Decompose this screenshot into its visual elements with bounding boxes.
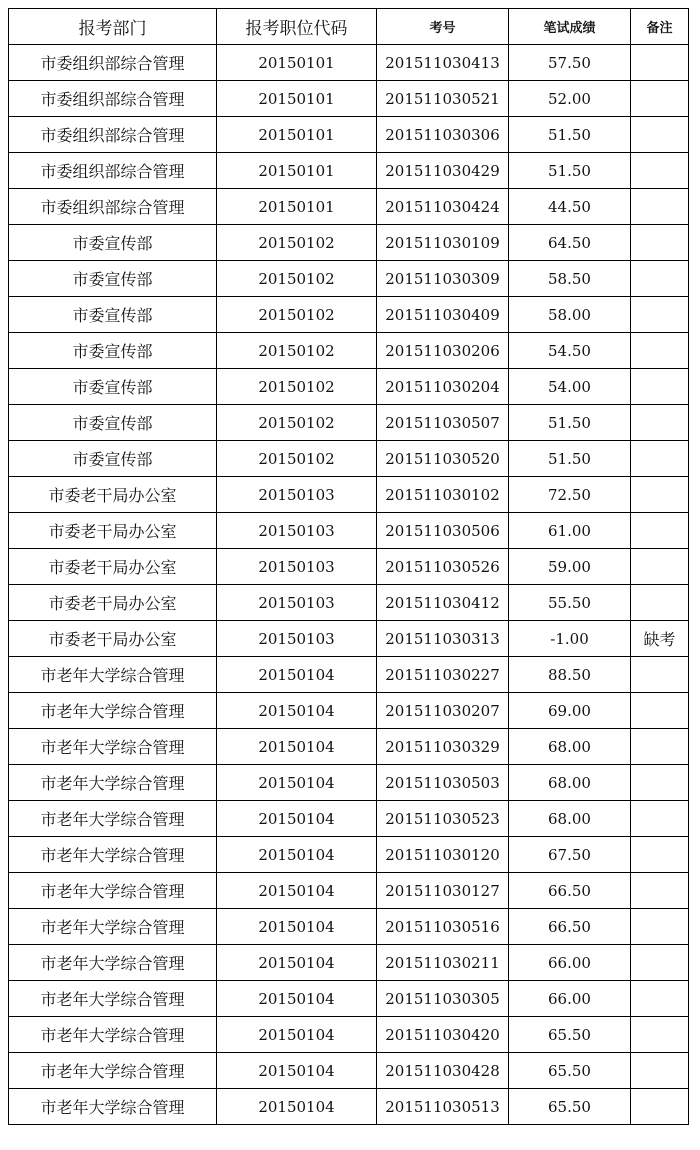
cell-written-score: 88.50 [509,657,631,693]
cell-note [631,909,689,945]
cell-exam-number: 201511030309 [377,261,509,297]
cell-position-code: 20150103 [217,621,377,657]
cell-note [631,765,689,801]
cell-exam-number: 201511030520 [377,441,509,477]
cell-dept: 市委宣传部 [9,405,217,441]
cell-dept: 市委宣传部 [9,369,217,405]
cell-written-score: 68.00 [509,729,631,765]
cell-written-score: 72.50 [509,477,631,513]
cell-written-score: 51.50 [509,153,631,189]
table-row [9,1089,689,1125]
table-row [9,369,689,405]
table-row [9,549,689,585]
cell-exam-number: 201511030102 [377,477,509,513]
cell-exam-number: 201511030523 [377,801,509,837]
cell-written-score: 66.50 [509,909,631,945]
cell-dept: 市委老干局办公室 [9,621,217,657]
cell-written-score: 66.00 [509,981,631,1017]
cell-position-code: 20150103 [217,585,377,621]
cell-exam-number: 201511030412 [377,585,509,621]
header-exam-number: 考号 [377,9,509,45]
cell-dept: 市委宣传部 [9,297,217,333]
table-row [9,153,689,189]
cell-written-score: 64.50 [509,225,631,261]
cell-position-code: 20150104 [217,909,377,945]
cell-position-code: 20150104 [217,873,377,909]
table-row [9,729,689,765]
cell-note [631,405,689,441]
cell-exam-number: 201511030206 [377,333,509,369]
cell-written-score: 54.50 [509,333,631,369]
cell-written-score: 57.50 [509,45,631,81]
cell-note [631,549,689,585]
cell-written-score: 65.50 [509,1053,631,1089]
cell-position-code: 20150101 [217,45,377,81]
cell-note [631,297,689,333]
cell-note [631,837,689,873]
cell-written-score: 51.50 [509,441,631,477]
cell-dept: 市老年大学综合管理 [9,729,217,765]
cell-written-score: 59.00 [509,549,631,585]
cell-position-code: 20150104 [217,765,377,801]
cell-written-score: 66.50 [509,873,631,909]
cell-dept: 市老年大学综合管理 [9,873,217,909]
table-row [9,837,689,873]
cell-dept: 市委组织部综合管理 [9,45,217,81]
cell-dept: 市老年大学综合管理 [9,909,217,945]
table-row [9,45,689,81]
cell-note [631,333,689,369]
table-row [9,657,689,693]
cell-written-score: 55.50 [509,585,631,621]
cell-dept: 市委组织部综合管理 [9,117,217,153]
cell-position-code: 20150104 [217,1053,377,1089]
table-row [9,261,689,297]
header-position-code: 报考职位代码 [217,9,377,45]
cell-note [631,981,689,1017]
cell-note [631,81,689,117]
cell-note [631,801,689,837]
cell-note [631,1017,689,1053]
cell-position-code: 20150102 [217,405,377,441]
cell-written-score: 52.00 [509,81,631,117]
table-row [9,981,689,1017]
cell-exam-number: 201511030329 [377,729,509,765]
cell-written-score: 65.50 [509,1089,631,1125]
cell-dept: 市老年大学综合管理 [9,837,217,873]
cell-exam-number: 201511030516 [377,909,509,945]
cell-written-score: 58.50 [509,261,631,297]
cell-exam-number: 201511030313 [377,621,509,657]
table-row [9,333,689,369]
cell-exam-number: 201511030428 [377,1053,509,1089]
table-row [9,441,689,477]
cell-written-score: 68.00 [509,801,631,837]
cell-written-score: 66.00 [509,945,631,981]
cell-dept: 市老年大学综合管理 [9,693,217,729]
cell-dept: 市老年大学综合管理 [9,945,217,981]
table-row [9,621,689,657]
cell-position-code: 20150102 [217,297,377,333]
cell-dept: 市老年大学综合管理 [9,1017,217,1053]
cell-position-code: 20150104 [217,801,377,837]
table-row [9,189,689,225]
cell-note [631,729,689,765]
cell-note [631,873,689,909]
cell-exam-number: 201511030521 [377,81,509,117]
table-body [9,45,689,1125]
cell-written-score: 67.50 [509,837,631,873]
table-row [9,513,689,549]
cell-position-code: 20150103 [217,549,377,585]
cell-exam-number: 201511030120 [377,837,509,873]
cell-dept: 市委老干局办公室 [9,513,217,549]
cell-position-code: 20150102 [217,225,377,261]
cell-exam-number: 201511030424 [377,189,509,225]
cell-exam-number: 201511030420 [377,1017,509,1053]
cell-written-score: 69.00 [509,693,631,729]
table-row [9,1053,689,1089]
table-row [9,873,689,909]
table-row [9,297,689,333]
cell-written-score: 58.00 [509,297,631,333]
table-row [9,1017,689,1053]
cell-position-code: 20150104 [217,1089,377,1125]
cell-dept: 市委老干局办公室 [9,585,217,621]
cell-exam-number: 201511030305 [377,981,509,1017]
cell-note [631,477,689,513]
cell-note [631,225,689,261]
cell-written-score: -1.00 [509,621,631,657]
table-row [9,945,689,981]
cell-note [631,1053,689,1089]
cell-note [631,45,689,81]
cell-exam-number: 201511030507 [377,405,509,441]
cell-dept: 市委老干局办公室 [9,549,217,585]
cell-position-code: 20150102 [217,441,377,477]
cell-dept: 市委老干局办公室 [9,477,217,513]
table-row [9,909,689,945]
cell-dept: 市委宣传部 [9,333,217,369]
cell-position-code: 20150101 [217,189,377,225]
cell-dept: 市老年大学综合管理 [9,1089,217,1125]
cell-exam-number: 201511030109 [377,225,509,261]
cell-exam-number: 201511030506 [377,513,509,549]
cell-exam-number: 201511030413 [377,45,509,81]
cell-dept: 市委宣传部 [9,441,217,477]
cell-note [631,189,689,225]
cell-note [631,693,689,729]
cell-position-code: 20150103 [217,513,377,549]
score-sheet [8,8,688,1125]
cell-written-score: 68.00 [509,765,631,801]
cell-written-score: 65.50 [509,1017,631,1053]
cell-note [631,441,689,477]
header-note: 备注 [631,9,689,45]
cell-position-code: 20150104 [217,657,377,693]
cell-exam-number: 201511030227 [377,657,509,693]
cell-dept: 市老年大学综合管理 [9,801,217,837]
cell-note [631,1089,689,1125]
exam-score-table [8,8,689,1125]
cell-position-code: 20150102 [217,333,377,369]
cell-exam-number: 201511030207 [377,693,509,729]
cell-note [631,153,689,189]
header-dept: 报考部门 [9,9,217,45]
header-written-score: 笔试成绩 [509,9,631,45]
cell-note [631,369,689,405]
table-row [9,117,689,153]
cell-position-code: 20150104 [217,981,377,1017]
cell-exam-number: 201511030503 [377,765,509,801]
cell-note [631,945,689,981]
cell-note [631,117,689,153]
header-row [9,9,689,45]
cell-exam-number: 201511030429 [377,153,509,189]
cell-written-score: 61.00 [509,513,631,549]
cell-dept: 市委宣传部 [9,225,217,261]
table-row [9,801,689,837]
cell-position-code: 20150102 [217,369,377,405]
cell-dept: 市委组织部综合管理 [9,81,217,117]
table-row [9,477,689,513]
cell-position-code: 20150101 [217,81,377,117]
cell-position-code: 20150104 [217,837,377,873]
table-row [9,81,689,117]
cell-written-score: 51.50 [509,117,631,153]
cell-position-code: 20150104 [217,945,377,981]
cell-position-code: 20150104 [217,1017,377,1053]
cell-dept: 市委组织部综合管理 [9,153,217,189]
cell-note: 缺考 [631,621,689,657]
cell-note [631,261,689,297]
cell-position-code: 20150104 [217,729,377,765]
cell-position-code: 20150104 [217,693,377,729]
cell-exam-number: 201511030211 [377,945,509,981]
cell-note [631,585,689,621]
table-row [9,765,689,801]
table-row [9,693,689,729]
cell-exam-number: 201511030513 [377,1089,509,1125]
cell-dept: 市老年大学综合管理 [9,981,217,1017]
cell-written-score: 44.50 [509,189,631,225]
cell-note [631,657,689,693]
cell-written-score: 51.50 [509,405,631,441]
table-row [9,225,689,261]
table-row [9,405,689,441]
cell-exam-number: 201511030306 [377,117,509,153]
cell-position-code: 20150103 [217,477,377,513]
cell-position-code: 20150101 [217,117,377,153]
cell-written-score: 54.00 [509,369,631,405]
table-header [9,9,689,45]
cell-position-code: 20150101 [217,153,377,189]
cell-dept: 市委组织部综合管理 [9,189,217,225]
cell-exam-number: 201511030127 [377,873,509,909]
table-row [9,585,689,621]
cell-exam-number: 201511030204 [377,369,509,405]
cell-dept: 市委宣传部 [9,261,217,297]
cell-exam-number: 201511030409 [377,297,509,333]
cell-dept: 市老年大学综合管理 [9,765,217,801]
cell-position-code: 20150102 [217,261,377,297]
cell-exam-number: 201511030526 [377,549,509,585]
cell-dept: 市老年大学综合管理 [9,657,217,693]
cell-note [631,513,689,549]
cell-dept: 市老年大学综合管理 [9,1053,217,1089]
